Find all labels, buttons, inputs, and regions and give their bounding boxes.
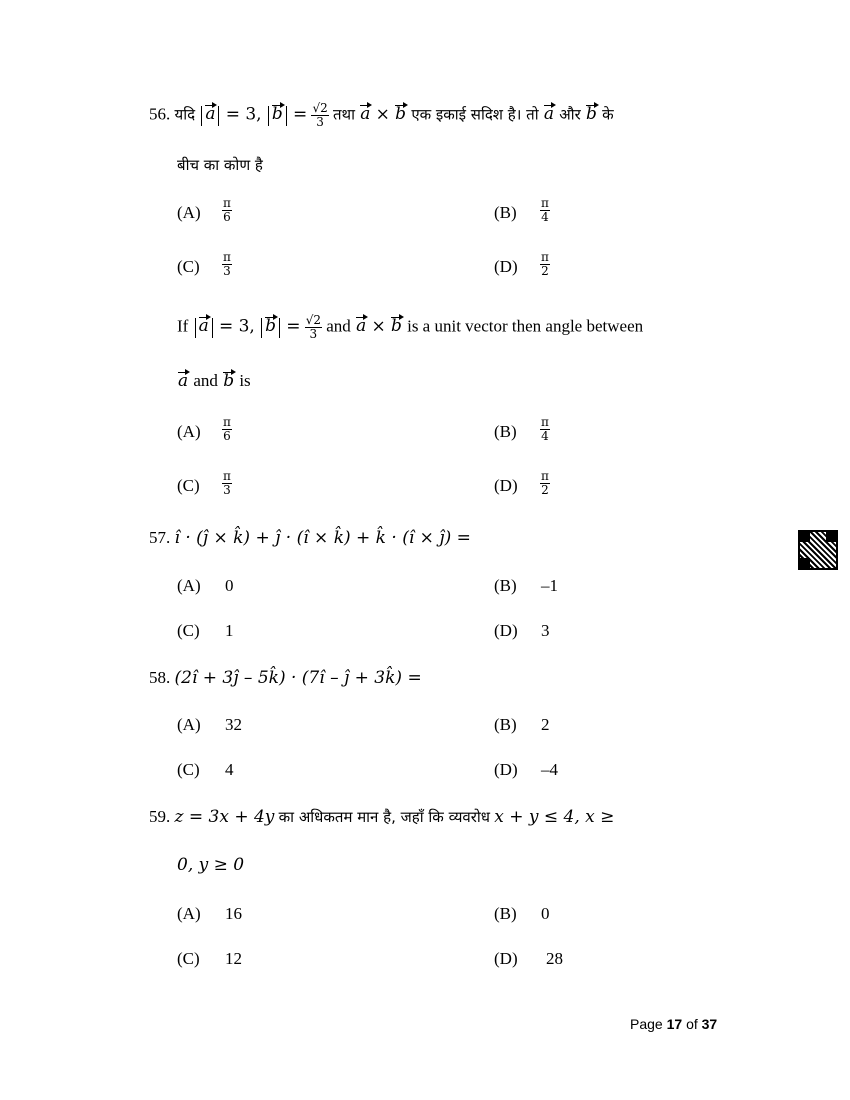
question-number: 56. [149, 104, 171, 124]
vector-b: b [586, 104, 597, 125]
option-b: (B) [494, 422, 517, 441]
question-number: 58. [149, 668, 171, 687]
page-word: Page [630, 1016, 663, 1032]
option-a-value: 0 [225, 576, 234, 595]
option-a: (A) [177, 715, 201, 734]
en-unit-vector-text: is a unit vector then angle between [407, 316, 644, 336]
vector-b: b [271, 104, 283, 125]
vector-a: a [543, 104, 555, 125]
option-b: (B) [494, 576, 517, 595]
vector-b: b [265, 316, 276, 337]
option-d: (D) [494, 949, 518, 968]
option-c: (C) [177, 621, 200, 640]
option-b: (B) [494, 904, 517, 923]
option-a: (A) [177, 203, 201, 222]
vector-a: a [198, 316, 209, 337]
vector-a: a [356, 316, 367, 337]
cross-sign: × [371, 316, 386, 337]
hi-aur: और [559, 105, 581, 124]
cross-sign: × [375, 104, 390, 125]
q59-hindi-text: का अधिकतम मान है, जहाँ कि व्यवरोध [278, 808, 490, 826]
q58-expression: (2î + 3ĵ – 5k̂) · (7î – ĵ + 3k̂) = [174, 668, 422, 688]
option-c: (C) [177, 476, 200, 495]
q59-constraint-cont: 0, y ≥ 0 [177, 855, 245, 875]
hi-if: यदि [174, 105, 196, 124]
option-a: (A) [177, 576, 201, 595]
equals: = [286, 316, 301, 337]
option-a-value: $\frac{\pi}{6}$ [223, 196, 231, 224]
option-d-value: 28 [546, 949, 563, 968]
equals-three: = 3, [225, 104, 262, 125]
q59-stem-line2 [177, 854, 244, 876]
option-b: (B) [494, 203, 517, 222]
equals-three: = 3, [218, 316, 255, 337]
q57-expression: î · (ĵ × k̂) + ĵ · (î × k̂) + k̂ · (î × ĵ) = [174, 528, 471, 548]
en-and: and [326, 316, 351, 336]
hi-and: तथा [333, 105, 356, 124]
question-number: 57. [149, 528, 171, 547]
vector-b: b [223, 371, 235, 391]
q58-stem [149, 667, 422, 689]
page-total: 37 [701, 1016, 718, 1032]
fraction-sqrt2-3: $\frac{√2}{3}$ [312, 101, 328, 129]
option-c: (C) [177, 949, 200, 968]
option-c-value: $\frac{\pi}{3}$ [223, 469, 231, 497]
option-c: (C) [177, 257, 200, 276]
option-b-value: $\frac{\pi}{4}$ [541, 196, 549, 224]
q59-stem [149, 806, 614, 828]
qr-code [798, 530, 838, 570]
option-a-value: 32 [225, 715, 242, 734]
vector-b: b [395, 104, 407, 125]
option-d-value: $\frac{\pi}{2}$ [541, 469, 549, 497]
page-footer [630, 1016, 717, 1032]
option-b-value: $\frac{\pi}{4}$ [541, 415, 549, 443]
option-d: (D) [494, 621, 518, 640]
hi-ke: के [602, 105, 614, 124]
option-c-value: 4 [225, 760, 234, 779]
option-b-value: 0 [541, 904, 550, 923]
page-number: 17 [666, 1016, 683, 1032]
option-c: (C) [177, 760, 200, 779]
option-d: (D) [494, 476, 518, 495]
en-and: and [193, 371, 218, 390]
option-c-value: $\frac{\pi}{3}$ [223, 250, 231, 278]
vector-a: a [205, 104, 216, 125]
q56-english-line1 [177, 314, 643, 341]
option-b-value: –1 [541, 576, 558, 595]
option-b-value: 2 [541, 715, 550, 734]
equals: = [292, 104, 308, 125]
option-c-value: 12 [225, 949, 242, 968]
vector-b: b [390, 316, 402, 337]
question-number: 59. [149, 807, 171, 826]
vector-a: a [178, 371, 189, 391]
q57-stem [149, 527, 471, 549]
hi-unit-vector-text: एक इकाई सदिश है। तो [411, 105, 539, 124]
option-d-value: $\frac{\pi}{2}$ [541, 250, 549, 278]
option-a: (A) [177, 422, 201, 441]
option-b: (B) [494, 715, 517, 734]
option-d: (D) [494, 760, 518, 779]
q59-objective: z = 3x + 4y [174, 807, 275, 827]
option-d: (D) [494, 257, 518, 276]
fraction-sqrt2-3: $\frac{√2}{3}$ [305, 313, 322, 341]
option-a: (A) [177, 904, 201, 923]
vector-a: a [360, 104, 371, 125]
q56-english-line2 [177, 370, 251, 392]
option-d-value: 3 [541, 621, 550, 640]
en-if: If [177, 316, 189, 336]
en-is: is [239, 371, 251, 390]
q56-hindi-line2: बीच का कोण है [177, 156, 263, 174]
of-word: of [686, 1016, 698, 1032]
q56-hindi-line1 [149, 102, 614, 129]
option-a-value: $\frac{\pi}{6}$ [223, 415, 231, 443]
option-a-value: 16 [225, 904, 242, 923]
q59-constraint: x + y ≤ 4, x ≥ [494, 807, 615, 827]
option-c-value: 1 [225, 621, 234, 640]
option-d-value: –4 [541, 760, 558, 779]
